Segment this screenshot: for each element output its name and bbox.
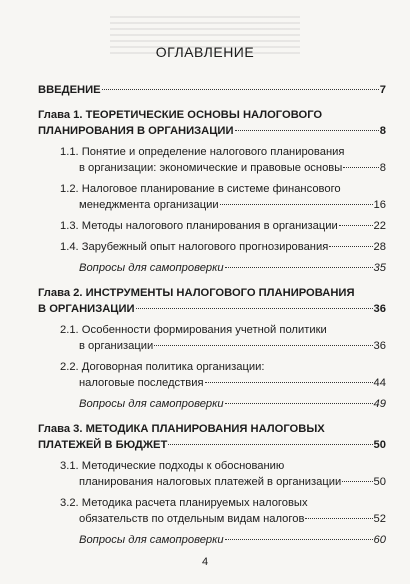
- dot-leader: [225, 539, 373, 540]
- toc-entry: [38, 396, 386, 412]
- toc-entry: [38, 260, 386, 276]
- toc-entry-row: [79, 396, 386, 412]
- toc-entry: [38, 239, 386, 255]
- toc-entry-line: Глава 3. МЕТОДИКА ПЛАНИРОВАНИЯ НАЛОГОВЫХ: [38, 423, 325, 435]
- toc-entry-line: 3.2. Методика расчета планируемых налоговых: [60, 497, 308, 509]
- toc-entry-row: [79, 260, 386, 276]
- toc-entry-row: [60, 511, 386, 527]
- dot-leader: [342, 481, 372, 482]
- toc-entry-line: Глава 1. ТЕОРЕТИЧЕСКИЕ ОСНОВЫ НАЛОГОВОГО: [38, 109, 323, 121]
- toc-page-number: 52: [373, 513, 386, 525]
- dot-leader: [220, 204, 373, 205]
- page-number: 4: [201, 556, 209, 568]
- toc-entry-title: обязательств по отдельным видам налогов: [79, 513, 305, 525]
- toc-entry: [38, 107, 386, 139]
- toc-entry-row: [60, 239, 386, 255]
- toc-entry: [38, 458, 386, 490]
- toc-page-number: 60: [373, 534, 386, 546]
- toc-entry-title: ПЛАТЕЖЕЙ В БЮДЖЕТ: [38, 439, 168, 451]
- toc-entry-line: 1.2. Налоговое планирование в системе финансового: [60, 183, 341, 195]
- toc-entry: [38, 322, 386, 354]
- toc-page-number: 50: [373, 476, 386, 488]
- toc-entry: [38, 82, 386, 98]
- toc-page-number: 35: [373, 262, 386, 274]
- toc-page-number: 44: [373, 377, 386, 389]
- toc-entry-row: [60, 160, 386, 176]
- table-of-contents: [38, 82, 386, 548]
- dot-leader: [339, 225, 373, 226]
- toc-page-number: 36: [373, 340, 386, 352]
- toc-entry-title: Вопросы для самопроверки: [79, 398, 224, 410]
- toc-entry-title: в организации: [79, 340, 154, 352]
- toc-entry-row: [60, 474, 386, 490]
- dot-leader: [205, 382, 373, 383]
- toc-entry: [38, 285, 386, 317]
- toc-page-number: 36: [373, 303, 386, 315]
- toc-entry-title: ПЛАНИРОВАНИЯ В ОРГАНИЗАЦИИ: [38, 125, 234, 137]
- dot-leader: [168, 444, 372, 445]
- toc-entry-row: [38, 82, 386, 98]
- dot-leader: [136, 308, 373, 309]
- toc-entry-row: [60, 218, 386, 234]
- toc-page-number: 16: [373, 199, 386, 211]
- toc-entry-title: Вопросы для самопроверки: [79, 262, 224, 274]
- toc-entry-title: В ОРГАНИЗАЦИИ: [38, 303, 135, 315]
- toc-entry: [38, 218, 386, 234]
- toc-entry-row: [79, 532, 386, 548]
- toc-entry-row: [60, 197, 386, 213]
- dot-leader: [235, 130, 379, 131]
- toc-page-number: 49: [373, 398, 386, 410]
- toc-entry-row: [60, 338, 386, 354]
- toc-entry-row: [38, 301, 386, 317]
- toc-page-number: 8: [379, 162, 386, 174]
- toc-entry: [38, 181, 386, 213]
- page-title: ОГЛАВЛЕНИЕ: [155, 44, 255, 60]
- dot-leader: [102, 89, 379, 90]
- toc-entry-title: планирования налоговых платежей в организации: [79, 476, 342, 488]
- toc-entry-line: 2.1. Особенности формирования учетной политики: [60, 324, 327, 336]
- toc-entry-title: ВВЕДЕНИЕ: [38, 84, 101, 96]
- toc-page-number: 7: [379, 84, 386, 96]
- toc-entry-title: налоговые последствия: [79, 377, 204, 389]
- toc-entry-line: 2.2. Договорная политика организации:: [60, 361, 265, 373]
- toc-entry-line: Глава 2. ИНСТРУМЕНТЫ НАЛОГОВОГО ПЛАНИРОВАНИЯ: [38, 287, 355, 299]
- toc-entry-line: 1.1. Понятие и определение налогового планирования: [60, 146, 345, 158]
- toc-entry-title: 1.3. Методы налогового планирования в организации: [60, 220, 338, 232]
- toc-page-number: 8: [379, 125, 386, 137]
- toc-entry-title: менеджмента организации: [79, 199, 219, 211]
- toc-page-number: 50: [373, 439, 386, 451]
- toc-entry: [38, 144, 386, 176]
- dot-leader: [343, 167, 378, 168]
- dot-leader: [305, 518, 372, 519]
- toc-page-number: 28: [373, 241, 386, 253]
- toc-entry-row: [38, 437, 386, 453]
- toc-entry: [38, 532, 386, 548]
- toc-entry-line: 3.1. Методические подходы к обоснованию: [60, 460, 285, 472]
- toc-entry-title: 1.4. Зарубежный опыт налогового прогнозирования: [60, 241, 329, 253]
- dot-leader: [154, 345, 372, 346]
- toc-entry: [38, 359, 386, 391]
- toc-entry-row: [38, 123, 386, 139]
- dot-leader: [225, 403, 373, 404]
- toc-page-number: 22: [373, 220, 386, 232]
- toc-entry-title: в организации: экономические и правовые основы: [79, 162, 343, 174]
- dot-leader: [225, 267, 373, 268]
- dot-leader: [329, 246, 372, 247]
- toc-entry-row: [60, 375, 386, 391]
- toc-entry: [38, 421, 386, 453]
- toc-entry: [38, 495, 386, 527]
- toc-entry-title: Вопросы для самопроверки: [79, 534, 224, 546]
